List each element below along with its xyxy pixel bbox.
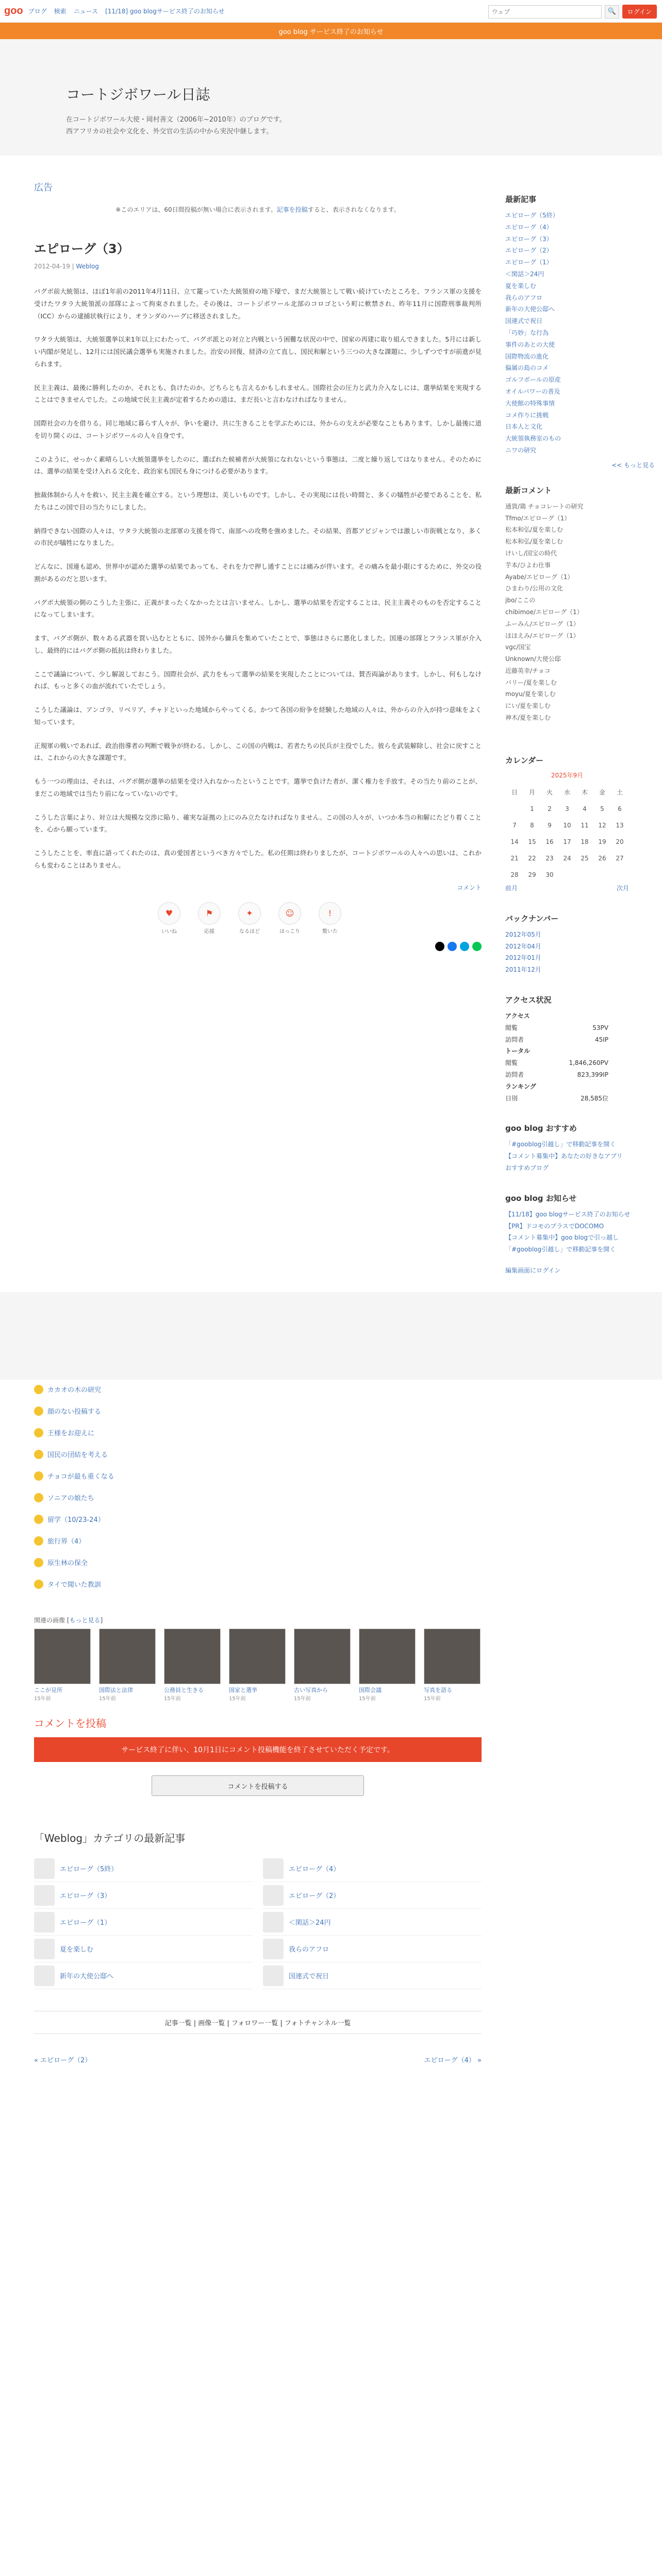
follow-item[interactable]: 【11/18】goo blogサービス終了のお知らせ xyxy=(505,1210,631,1218)
popular-item[interactable] xyxy=(34,1466,230,1486)
calendar-day: 21 xyxy=(510,854,519,862)
related-label: 関連の画像 xyxy=(34,1616,65,1624)
recent-item[interactable]: ゴルフボールの原産 xyxy=(505,376,561,384)
recent-item[interactable]: 我らのアフロ xyxy=(505,294,543,301)
related-date: 15年前 xyxy=(359,1696,376,1702)
news-item[interactable]: おすすめブログ xyxy=(505,1164,549,1172)
comment-warning: サービス終了に伴い、10月1日にコメント投稿機能を終了させていただく予定です。 xyxy=(34,1737,482,1762)
entry-paragraph: こうしたことを、率直に語ってくれたのは、真の愛国者というべき方々でした。私の任期は終わりましたが、コートジボワールの人々への思いは、これからも変わることはありません。 xyxy=(34,849,482,869)
star-icon xyxy=(34,1515,43,1524)
admin-link-wrap xyxy=(505,1265,655,1277)
top-link-notice[interactable]: [11/18] goo blogサービス終了のお知らせ xyxy=(105,8,225,15)
hatena-share-icon[interactable] xyxy=(460,942,469,951)
related-more[interactable]: もっと見る xyxy=(69,1616,101,1624)
access-title: アクセス状況 xyxy=(505,995,552,1005)
calendar-weekday: 金 xyxy=(599,789,605,796)
entry-paragraph: 独裁体制から人々を救い、民主主義を確立する。という理想は、美しいものです。しかし、その実現には長い時間と、多くの犠牲が必要であることを、私たちはこの国で目の当たりにしました。 xyxy=(34,491,482,511)
facebook-share-icon[interactable] xyxy=(448,942,457,951)
category-link[interactable]: ＜閑話＞24円 xyxy=(289,1919,331,1927)
total-key: 訪問者 xyxy=(505,1071,524,1079)
related-header: 関連の画像 [もっと見る] xyxy=(34,1616,103,1624)
rank-sub: ランキング xyxy=(505,1082,536,1090)
entry-paragraph: もう一つの理由は、それは、バグボ側が選挙の結果を受け入れなかったということです。選挙で負けた者が、潔く権力を手放す。その当たり前のことが、まだこの地域では当たり前になっていないのです。 xyxy=(34,777,482,798)
top-search-area xyxy=(488,5,657,19)
total-key: 閲覧 xyxy=(505,1059,518,1067)
total-value: 823,399IP xyxy=(577,1071,608,1079)
follow-title: goo blog お知らせ xyxy=(505,1193,577,1203)
top-search-input[interactable] xyxy=(488,5,602,19)
total-value: 1,846,260PV xyxy=(569,1059,608,1067)
recent-item[interactable]: エピローグ（3） xyxy=(505,235,553,243)
article-thumbnail xyxy=(263,1885,284,1906)
calendar-day: 7 xyxy=(512,821,517,829)
article-thumbnail xyxy=(34,1912,55,1933)
popular-item[interactable] xyxy=(34,1423,230,1443)
related-item[interactable] xyxy=(294,1629,351,1702)
star-icon xyxy=(34,1471,43,1481)
related-date: 15年前 xyxy=(229,1696,246,1702)
category-link[interactable]: エピローグ（5終） xyxy=(60,1866,118,1874)
recent-item[interactable]: エピローグ（5終） xyxy=(505,212,559,219)
category-item[interactable] xyxy=(263,1855,482,1882)
entry-paragraph: どんなに、国連も認め、世界中が認めた選挙の結果であっても、それを力で押し通すことには痛みが伴います。その痛みを最小限にするために、外交の役割があるのだと思います。 xyxy=(34,563,482,583)
category-item[interactable] xyxy=(34,1962,253,1989)
calendar-day: 17 xyxy=(563,838,571,845)
prev-next-nav xyxy=(34,2055,482,2064)
calendar-day: 26 xyxy=(598,854,606,862)
blog-title[interactable]: コートジボワール日誌 xyxy=(66,87,210,103)
news-title: goo blog おすすめ xyxy=(505,1124,577,1133)
recent-item[interactable]: ＜閑話＞24円 xyxy=(505,270,544,278)
calendar-day xyxy=(594,867,610,883)
popular-item[interactable] xyxy=(34,1531,230,1551)
recent-item[interactable]: エピローグ（2） xyxy=(505,247,553,255)
comments-list xyxy=(505,501,655,724)
calendar-weekday: 月 xyxy=(528,789,535,796)
related-thumbnail[interactable] xyxy=(359,1629,416,1684)
calendar-day: 8 xyxy=(530,821,534,829)
calendar-day: 22 xyxy=(528,854,536,862)
blog-desc-1: 在コートジボワール大使・岡村善文（2006年~2010年）のブログです。 xyxy=(66,116,286,124)
category-item[interactable] xyxy=(34,1855,253,1882)
ad-label: 広告 xyxy=(34,182,53,193)
star-icon xyxy=(34,1580,43,1589)
calendar-weekday: 土 xyxy=(616,789,623,796)
recent-title: 最新記事 xyxy=(505,195,537,204)
entry-paragraph: ここで議論について、少し解説しておこう。国際社会が、武力をもって選挙の結果を実現したことについては、賛否両論があります。しかし、何もしなければ、もっと多くの血が流れていたでしょう。 xyxy=(34,670,482,690)
star-icon xyxy=(34,1558,43,1567)
reaction-label: いいね xyxy=(161,928,177,935)
heart-icon: ♥ xyxy=(158,902,180,925)
related-item[interactable] xyxy=(164,1629,221,1702)
calendar-day: 18 xyxy=(581,838,589,845)
related-item[interactable] xyxy=(34,1629,91,1702)
access-value: 53PV xyxy=(592,1024,608,1031)
star-icon xyxy=(34,1536,43,1546)
news-item[interactable]: 【コメント募集中】あなたの好きなアプリ xyxy=(505,1153,623,1160)
entry-paragraph: バグボ前大統領は、ほぼ1年前の2011年4月11日、立て籠っていた大統領府の地下壕で、まだ大統領として戦い続けていたところを、フランス軍の支援を受けたワタラ大統領派の部隊によって拘束されました。その後は、コートジボワール北部のコロゴという町に軟禁され、昨年11月に国際刑事裁判所（ICC）からの逮捕状執行により、オランダのハーグに移送されました。 xyxy=(34,287,482,320)
calendar-day: 1 xyxy=(530,805,534,812)
comment-item[interactable]: jbo/ここの xyxy=(505,597,536,604)
entry-paragraph: バグボ大統領の側のこうした主張に、正義がまったくなかったとは言いません。しかし、選挙の結果を否定することは、民主主義そのものを否定することになってしまいます。 xyxy=(34,598,482,619)
calendar-day: 16 xyxy=(545,838,554,845)
share-buttons xyxy=(34,942,482,951)
category-item[interactable] xyxy=(263,1936,482,1962)
entry-title[interactable]: エピローグ（3） xyxy=(34,242,129,256)
calendar-day: 4 xyxy=(583,805,587,812)
popular-list xyxy=(0,1380,449,1594)
calendar-day: 20 xyxy=(616,838,624,845)
entry-paragraph: こうした議論は、アンゴラ、リベリア、チャドといった地域からやってくる。かつて各国の紛争を経験した地域の人々は、外からの介入が持つ意味をよく知っています。 xyxy=(34,706,482,726)
notice-banner[interactable] xyxy=(0,23,662,39)
comment-item[interactable]: ふーみん/エピローグ（1） xyxy=(505,620,580,628)
exclaim-icon: ! xyxy=(319,902,341,925)
recent-item[interactable]: 大統領執務室のもの xyxy=(505,435,561,443)
calendar-day xyxy=(559,867,575,883)
category-item[interactable] xyxy=(263,1909,482,1936)
article-thumbnail xyxy=(34,1885,55,1906)
entry-meta: 2012-04-19 | Weblog xyxy=(34,263,99,270)
calendar-day: 11 xyxy=(581,821,589,829)
entry-paragraph: ワタラ大統領は、大統領選挙以来1年以上にわたって、バグボ派との対立と内戦という困難な状況の中で、国家の再建に取り組んできました。5月には新しい内閣が発足し、12月には国民議会選挙も実施されました。治安の回復、経済の立て直し、国民和解という三つの大きな課題に、少しずつですが前進が見られます。 xyxy=(34,335,482,368)
star-icon xyxy=(34,1406,43,1416)
calendar-title: カレンダー xyxy=(505,755,544,765)
blog-header xyxy=(0,39,662,156)
related-item[interactable] xyxy=(99,1629,156,1702)
category-item[interactable] xyxy=(263,1882,482,1909)
entry-paragraph: 国際社会の力を借りる。同じ地域に暮らす人々が、争いを避け、共に生きることを学ぶためには、外からの支えが必要なこともあります。しかし最後に道を切り開くのは、コートジボワールの人々自身です。 xyxy=(34,419,482,439)
reaction-label: ほっこり xyxy=(279,928,300,935)
calendar-day: 27 xyxy=(616,854,624,862)
follow-item[interactable]: 「#gooblog引越し」で移動記事を開く xyxy=(505,1246,616,1253)
related-date: 15年前 xyxy=(34,1696,51,1702)
article-thumbnail xyxy=(34,1939,55,1959)
recent-item[interactable]: 事件のあとの大使 xyxy=(505,341,555,348)
category-grid xyxy=(34,1855,482,1989)
category-link[interactable]: 夏を楽しむ xyxy=(60,1946,94,1954)
recent-item[interactable]: 新年の大使公邸へ xyxy=(505,306,555,313)
comment-item[interactable]: けいし/国宝の時代 xyxy=(505,549,557,557)
line-share-icon[interactable] xyxy=(472,942,482,951)
admin-login-link[interactable]: 編集画面にログイン xyxy=(505,1267,561,1275)
comment-item[interactable]: ほほえみ/エピローグ（1） xyxy=(505,632,580,639)
calendar-day: 30 xyxy=(545,871,554,878)
article-thumbnail xyxy=(34,1965,55,1986)
related-images xyxy=(34,1629,482,1702)
popular-link[interactable]: 王様をお迎えに xyxy=(47,1430,95,1438)
popular-link[interactable]: チョコが最も重くなる xyxy=(47,1473,114,1481)
access-value: 45IP xyxy=(594,1036,608,1043)
category-item[interactable] xyxy=(34,1936,253,1962)
popular-link[interactable]: 旅行界（4） xyxy=(47,1538,86,1546)
related-thumbnail[interactable] xyxy=(294,1629,351,1684)
comment-item[interactable]: Ayabe/エピローグ（1） xyxy=(505,573,574,581)
popular-link[interactable]: カカオの木の研究 xyxy=(47,1386,102,1395)
article-thumbnail xyxy=(263,1858,284,1879)
entry-paragraph: このように、せっかく素晴らしい大統領選挙をしたのに、選ばれた候補者が大統領になれないという事態は、二度と繰り返してはなりません。そのためには、選挙の結果を受け入れる文化を、政治家も国民も身につける必要があります。 xyxy=(34,455,482,476)
category-link[interactable]: 国連式で祝日 xyxy=(289,1973,329,1981)
top-link-blog[interactable]: ブログ xyxy=(28,8,47,15)
archive-links[interactable]: 記事一覧 | 画像一覧 | フォロワー一覧 | フォトチャンネル一覧 xyxy=(34,2011,482,2034)
access-key: 訪問者 xyxy=(505,1036,524,1043)
calendar-day xyxy=(611,867,628,883)
comment-item[interactable]: Tfmo/エピローグ（1） xyxy=(505,514,571,522)
backnumber-item[interactable]: 2012年04月 xyxy=(505,942,541,950)
recent-list xyxy=(505,210,655,456)
category-item[interactable] xyxy=(34,1882,253,1909)
entry-paragraph: 納得できない国際の人々は、ワタラ大統領の北部軍の支援を得て、南部への攻勢を強めました。その結果、首都アビジャンでは激しい市街戦となり、多くの市民が犠牲になりました。 xyxy=(34,527,482,547)
top-links xyxy=(28,7,225,15)
popular-item[interactable] xyxy=(34,1510,230,1529)
lower-main xyxy=(0,1616,482,2095)
category-item[interactable] xyxy=(34,1909,253,1936)
post-article-link[interactable]: 記事を投稿 xyxy=(276,206,308,213)
backnumber-title: バックナンバー xyxy=(505,913,559,923)
comment-item[interactable]: ひまわり/公用の文化 xyxy=(505,585,564,592)
reaction-surprise[interactable] xyxy=(318,902,342,935)
rank-key: 日別 xyxy=(505,1094,518,1102)
category-link[interactable]: エピローグ（4） xyxy=(289,1866,340,1874)
ad-note-tail: すると、表示されなくなります。 xyxy=(307,206,400,213)
comment-item[interactable]: バリー/夏を楽しむ xyxy=(505,679,557,686)
related-title[interactable]: 写真を語る xyxy=(424,1686,452,1693)
related-title[interactable]: 国際会議 xyxy=(359,1686,382,1693)
calendar-day: 10 xyxy=(563,821,571,829)
popular-link[interactable]: 顔のない投稿する xyxy=(47,1408,102,1416)
search-icon[interactable]: 🔍 xyxy=(605,5,619,19)
star-icon xyxy=(34,1428,43,1437)
reaction-like[interactable] xyxy=(157,902,181,935)
post-comment-button[interactable]: コメントを投稿する xyxy=(152,1775,364,1796)
calendar-day: 5 xyxy=(600,805,604,812)
article-thumbnail xyxy=(263,1939,284,1959)
entry-paragraph: こうした言葉により、対立は大規模な交渉に陥り、確実な証拠の上にのみ立たなければなりません。この国の人々が、いつか本当の和解にたどり着くことを、心から願っています。 xyxy=(34,813,482,834)
blog-desc-2: 西アフリカの社会や文化を、外交官の生活の中から実況中継します。 xyxy=(66,127,273,135)
follow-item[interactable]: 【コメント募集中】goo blogで引っ越し xyxy=(505,1234,619,1242)
main-column xyxy=(34,180,482,1277)
calendar-day: 25 xyxy=(581,854,589,862)
access-sub: アクセス xyxy=(505,1012,530,1020)
next-entry-link[interactable]: エピローグ（4） » xyxy=(424,2057,482,2065)
sidebar xyxy=(505,180,655,1277)
entry-category[interactable]: Weblog xyxy=(76,263,99,270)
comment-item[interactable]: 通貨/鶏 チョコレートの研究 xyxy=(505,502,584,510)
backnumber-item[interactable]: 2011年12月 xyxy=(505,966,541,974)
reaction-warm[interactable] xyxy=(277,902,302,935)
calendar-day: 14 xyxy=(510,838,519,845)
related-title[interactable]: ここが見所 xyxy=(34,1686,62,1693)
category-link[interactable]: エピローグ（1） xyxy=(60,1919,111,1927)
comment-item[interactable]: vgc/国宝 xyxy=(505,643,531,651)
comment-item[interactable]: 松本和弘/夏を楽しむ xyxy=(505,538,564,546)
calendar-day: 2 xyxy=(548,805,552,812)
calendar-day: 15 xyxy=(528,838,536,845)
related-title[interactable]: 国家と選挙 xyxy=(229,1686,257,1693)
related-date: 15年前 xyxy=(164,1696,181,1702)
related-title[interactable]: 国際法と法律 xyxy=(99,1686,133,1693)
recent-item[interactable]: コメ作りに挑戦 xyxy=(505,411,549,419)
popular-item[interactable] xyxy=(34,1380,230,1399)
calendar-day: 13 xyxy=(616,821,624,829)
related-thumbnail[interactable] xyxy=(34,1629,91,1684)
popular-item[interactable] xyxy=(34,1553,230,1572)
recent-item[interactable]: 偏属の島のコメ xyxy=(505,364,549,372)
rank-value: 28,585位 xyxy=(581,1094,608,1102)
calendar-weekday: 水 xyxy=(564,789,570,796)
reaction-label: 驚いた xyxy=(322,928,338,935)
calendar-day: 19 xyxy=(598,838,606,845)
article-thumbnail xyxy=(34,1858,55,1879)
recent-item[interactable]: 国連式で祝日 xyxy=(505,317,543,325)
category-link[interactable]: エピローグ（2） xyxy=(289,1892,340,1901)
calendar-weekday: 火 xyxy=(546,789,553,796)
calendar-day: 9 xyxy=(548,821,552,829)
recent-more-link[interactable]: << もっと見る xyxy=(611,461,655,469)
calendar-day xyxy=(576,867,593,883)
follow-item[interactable]: 【PR】ドコモのプラスでDOCOMO xyxy=(505,1222,604,1230)
top-link-news[interactable]: ニュース xyxy=(73,8,98,15)
category-link[interactable]: 新年の大使公邸へ xyxy=(60,1973,114,1981)
gray-spacer xyxy=(0,1292,662,1380)
entry-paragraph: 正規軍の戦いであれば、政治指導者の判断で戦争が終わる。しかし、この国の内戦は、若者たちの民兵が主役でした。彼らを武装解除し、社会に戻すことは、これからの大きな課題です。 xyxy=(34,741,482,762)
content-wrap xyxy=(0,156,662,1277)
reaction-comment-link[interactable] xyxy=(34,883,482,892)
popular-link[interactable]: 原生林の保全 xyxy=(47,1560,88,1568)
calendar-day: 29 xyxy=(528,871,536,878)
popular-link[interactable]: タイで聞いた教訓 xyxy=(47,1581,101,1589)
recent-item[interactable]: ニワの研究 xyxy=(505,446,537,454)
related-title[interactable]: 公務員と生きる xyxy=(164,1686,204,1693)
recent-item[interactable]: オイルパワーの普及 xyxy=(505,387,560,395)
entry-body xyxy=(34,285,482,872)
related-thumbnail[interactable] xyxy=(99,1629,156,1684)
access-stats xyxy=(505,1010,608,1104)
article-thumbnail xyxy=(263,1912,284,1933)
related-date: 15年前 xyxy=(294,1696,311,1702)
comment-item[interactable]: moyu/夏を楽しむ xyxy=(505,690,556,698)
recent-item[interactable]: 夏を楽しむ xyxy=(505,282,537,290)
calendar-month: 2025年9月 xyxy=(551,771,584,779)
related-date: 15年前 xyxy=(424,1696,441,1702)
reaction-insight[interactable] xyxy=(237,902,262,935)
recent-item[interactable]: 「巧妙」な行為 xyxy=(505,329,549,336)
calendar-weekday: 日 xyxy=(511,789,518,796)
popular-item[interactable] xyxy=(34,1574,230,1594)
related-thumbnail[interactable] xyxy=(164,1629,221,1684)
related-thumbnail[interactable] xyxy=(424,1629,481,1684)
calendar-day: 6 xyxy=(618,805,622,812)
backnumber-item[interactable]: 2012年05月 xyxy=(505,930,541,938)
entry-paragraph: 民主主義は、最後に勝利したのか、それとも、負けたのか。どちらとも言えるかもしれません。国際社会の圧力と武力介入なしには、選挙結果を実現することはできませんでした。この地域で民主主義が定着するための道は、まだ長いと言わなければなりません。 xyxy=(34,383,482,404)
recent-item[interactable]: 日本人と文化 xyxy=(505,423,543,431)
comment-item[interactable]: chibimoe/エピローグ（1） xyxy=(505,608,583,616)
comment-item[interactable]: 近藤英幸/チョコ xyxy=(505,667,551,674)
category-link[interactable]: エピローグ（3） xyxy=(60,1892,111,1901)
top-navbar xyxy=(0,0,662,23)
comment-item[interactable]: 神木/夏を楽しむ xyxy=(505,714,551,722)
prev-entry-link[interactable]: « エピローグ（2） xyxy=(34,2057,92,2065)
related-item[interactable] xyxy=(229,1629,286,1702)
entry-date: 2012-04-19 xyxy=(34,263,70,270)
reaction-label: 応援 xyxy=(204,928,214,935)
popular-item[interactable] xyxy=(34,1488,230,1507)
comment-item[interactable]: にい/夏を楽しむ xyxy=(505,702,551,710)
login-button[interactable]: ログイン xyxy=(622,5,657,19)
popular-link[interactable]: ソニアの娘たち xyxy=(47,1495,94,1503)
flag-icon: ⚑ xyxy=(198,902,221,925)
article-thumbnail xyxy=(263,1965,284,1986)
calendar-prev[interactable]: 前月 xyxy=(505,884,518,892)
backnumber-list xyxy=(505,929,655,976)
news-list xyxy=(505,1139,655,1174)
smile-icon: ☺ xyxy=(278,902,301,925)
comment-item[interactable]: 芋本/ひよわ仕事 xyxy=(505,561,551,569)
related-title[interactable]: 古い写真から xyxy=(294,1686,328,1693)
backnumber-item[interactable]: 2012年01月 xyxy=(505,954,541,962)
popular-item[interactable] xyxy=(34,1401,230,1421)
calendar-day: 24 xyxy=(563,854,571,862)
reaction-buttons xyxy=(157,902,482,935)
recent-item[interactable]: エピローグ（1） xyxy=(505,259,553,266)
x-share-icon[interactable] xyxy=(435,942,444,951)
category-item[interactable] xyxy=(263,1962,482,1989)
news-item[interactable]: 「#gooblog引越し」で移動記事を開く xyxy=(505,1141,616,1148)
comment-section-title: コメントを投稿 xyxy=(34,1717,106,1730)
comment-item[interactable]: 松本和弘/夏を楽しむ xyxy=(505,526,564,534)
follow-list xyxy=(505,1209,655,1256)
star-icon xyxy=(34,1493,43,1502)
calendar-day: 28 xyxy=(510,871,519,878)
entry-paragraph: ます、バグボ側が、数々ある武器を買い込むとともに、国外から傭兵を集めていたことで、事態はさらに悪化しました。国連の部隊とフランス軍が介入し、最終的にはバグボ側の抵抗は終わりました。 xyxy=(34,634,482,654)
comment-item[interactable]: Unknown/大使公邸 xyxy=(505,655,561,663)
calendar-next[interactable]: 次月 xyxy=(616,884,629,892)
related-item[interactable] xyxy=(359,1629,416,1702)
star-icon xyxy=(34,1450,43,1459)
goo-logo[interactable]: goo xyxy=(4,5,23,16)
star-icon xyxy=(34,1385,43,1394)
access-key: 閲覧 xyxy=(505,1024,518,1031)
category-title: 「Weblog」カテゴリの最新記事 xyxy=(34,1832,186,1845)
notice-banner-text: goo blog サービス終了のお知らせ xyxy=(278,28,384,36)
top-link-search[interactable]: 検索 xyxy=(54,8,67,15)
category-link[interactable]: 我らのアフロ xyxy=(289,1946,329,1954)
bulb-icon: ✦ xyxy=(238,902,261,925)
popular-item[interactable] xyxy=(34,1445,230,1464)
ad-note xyxy=(34,205,482,214)
popular-link[interactable]: 留学（10/23-24） xyxy=(47,1516,105,1524)
reaction-cheer[interactable] xyxy=(197,902,222,935)
recent-item[interactable]: 国際物流の進化 xyxy=(505,352,549,360)
recent-item[interactable]: エピローグ（4） xyxy=(505,223,553,231)
calendar-day: 23 xyxy=(545,854,554,862)
reaction-label: なるほど xyxy=(239,928,260,935)
comment-link[interactable]: コメント xyxy=(456,884,482,891)
calendar-day: 3 xyxy=(565,805,569,812)
related-thumbnail[interactable] xyxy=(229,1629,286,1684)
calendar-day xyxy=(506,801,523,817)
total-sub: トータル xyxy=(505,1047,531,1055)
calendar-day: 12 xyxy=(598,821,606,829)
related-item[interactable] xyxy=(424,1629,481,1702)
comments-title: 最新コメント xyxy=(505,485,552,495)
popular-link[interactable]: 国民の団結を考える xyxy=(47,1451,108,1460)
ad-note-text: ※このエリアは、60日間投稿が無い場合に表示されます。 xyxy=(115,206,277,213)
related-date: 15年前 xyxy=(99,1696,116,1702)
calendar-table xyxy=(505,784,629,884)
calendar-weekday: 木 xyxy=(581,789,588,796)
recent-item[interactable]: 大使館の特殊事情 xyxy=(505,399,555,407)
